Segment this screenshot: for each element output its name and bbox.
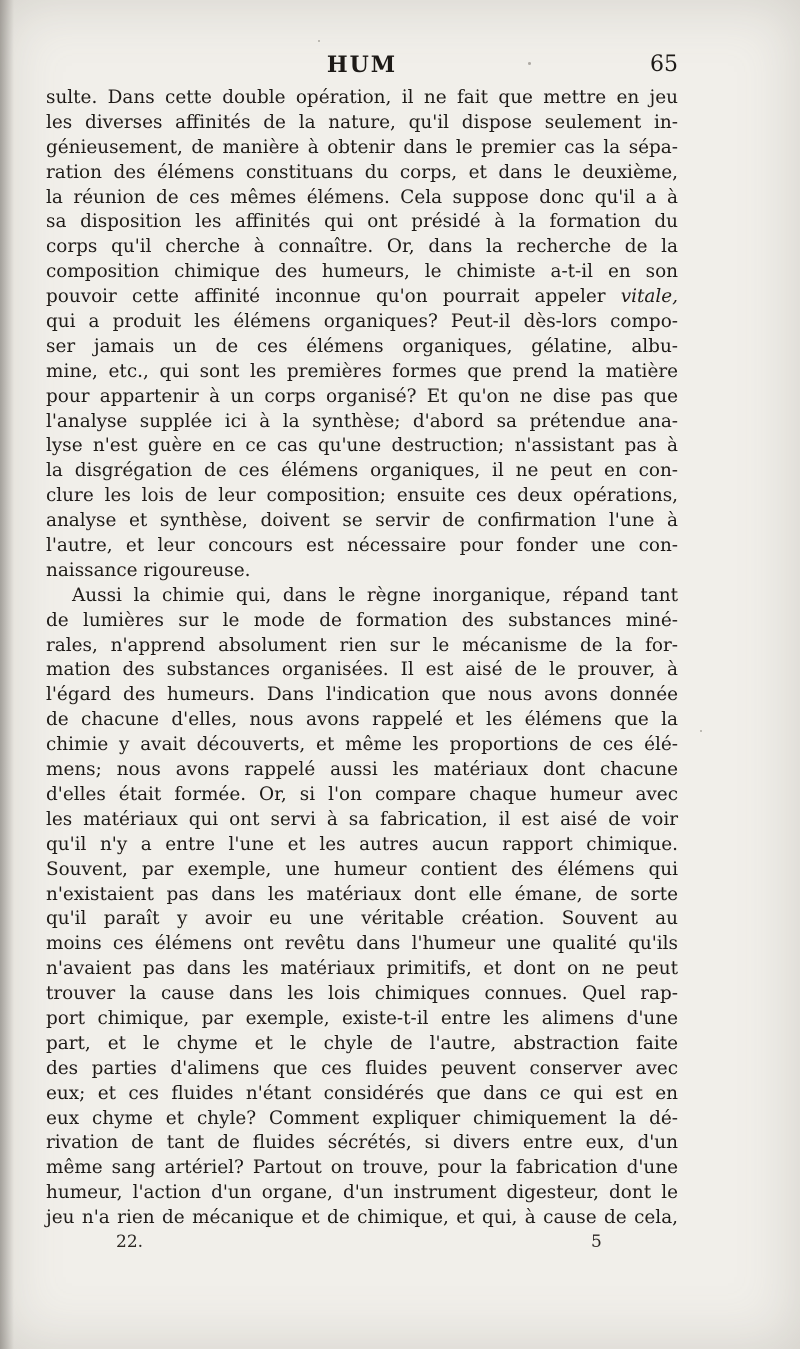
text-line: mens; nous avons rappelé aussi les matériaux dont chacune <box>46 759 678 781</box>
text-line: de lumières sur le mode de formation des substances miné- <box>46 609 678 631</box>
text-line: mation des substances organisées. Il est aisé de le prouver, à <box>46 659 678 681</box>
italic-term: vitale, <box>620 286 678 308</box>
page-edge-shadow <box>0 0 14 1349</box>
text-line: moins ces élémens ont revêtu dans l'humeur une qualité qu'ils <box>46 933 678 955</box>
running-title: HUM <box>326 52 398 78</box>
text-line: ser jamais un de ces élémens organiques, gélatine, albu- <box>46 335 678 357</box>
text-line: jeu n'a rien de mécanique et de chimique, et qui, à cause de cela, <box>46 1207 678 1229</box>
text-line: pour appartenir à un corps organisé? Et qu'on ne dise pas que <box>46 385 678 407</box>
text-line: Aussi la chimie qui, dans le règne inorganique, répand tant <box>72 584 678 606</box>
text-line: la disgrégation de ces élémens organiques, il ne peut en con- <box>46 460 678 482</box>
paper-speck <box>318 40 320 42</box>
text-line: l'égard des humeurs. Dans l'indication que nous avons donnée <box>46 684 678 706</box>
text-line: génieusement, de manière à obtenir dans le premier cas la sépa- <box>46 136 678 158</box>
text-line: lyse n'est guère en ce cas qu'une destruction; n'assistant pas à <box>46 435 678 457</box>
page-footer <box>46 1232 678 1262</box>
text-line: Souvent, par exemple, une humeur contient des élémens qui <box>46 858 678 880</box>
text-line: sulte. Dans cette double opération, il ne fait que mettre en jeu <box>46 87 678 108</box>
text-line: qu'il paraît y avoir eu une véritable création. Souvent au <box>46 908 678 930</box>
text-line: qui a produit les élémens organiques? Peut-il dès-lors compo- <box>46 311 678 333</box>
text-line: qu'il n'y a entre l'une et les autres aucun rapport chimique. <box>46 833 678 855</box>
text-line: n'avaient pas dans les matériaux primitifs, et dont on ne peut <box>46 958 678 980</box>
body-text <box>46 86 678 1231</box>
text-line: analyse et synthèse, doivent se servir de confirmation l'une à <box>46 510 678 532</box>
text-line: part, et le chyme et le chyle de l'autre, abstraction faite <box>46 1032 678 1054</box>
text-line: ration des élémens constituans du corps, et dans le deuxième, <box>46 161 678 183</box>
text-line: l'analyse supplée ici à la synthèse; d'abord sa prétendue ana- <box>46 410 678 432</box>
running-header <box>46 52 678 88</box>
paper-speck <box>700 730 702 732</box>
page-number: 65 <box>650 52 678 77</box>
text-line: humeur, l'action d'un organe, d'un instrument digesteur, dont le <box>46 1182 678 1204</box>
text-line: les matériaux qui ont servi à sa fabrication, il est aisé de voir <box>46 808 678 830</box>
text-line: rales, n'apprend absolument rien sur le mécanisme de la for- <box>46 634 678 656</box>
text-line: d'elles était formée. Or, si l'on compare chaque humeur avec <box>46 783 678 805</box>
text-line: chimie y avait découverts, et même les proportions de ces élé- <box>46 734 678 756</box>
signature-number: 5 <box>591 1232 602 1252</box>
text-line: même sang artériel? Partout on trouve, pour la fabrication d'une <box>46 1157 678 1179</box>
text-line: sa disposition les affinités qui ont présidé à la formation du <box>46 211 678 233</box>
text-line: pouvoir cette affinité inconnue qu'on pourrait appeler vitale, <box>46 286 678 308</box>
text-line: les diverses affinités de la nature, qu'il dispose seulement in- <box>46 111 678 133</box>
text-line: naissance rigoureuse. <box>46 559 251 581</box>
text-line: eux; et ces fluides n'étant considérés que dans ce qui est en <box>46 1082 678 1104</box>
text-line: des parties d'alimens que ces fluides peuvent conserver avec <box>46 1057 678 1079</box>
text-line: mine, etc., qui sont les premières formes que prend la matière <box>46 360 678 382</box>
text-line: n'existaient pas dans les matériaux dont elle émane, de sorte <box>46 883 678 905</box>
paper-speck <box>528 62 531 65</box>
text-line: trouver la cause dans les lois chimiques connues. Quel rap- <box>46 983 678 1005</box>
text-line: clure les lois de leur composition; ensuite ces deux opérations, <box>46 485 678 507</box>
text-line: composition chimique des humeurs, le chimiste a-t-il en son <box>46 261 678 283</box>
text-line: l'autre, et leur concours est nécessaire pour fonder une con- <box>46 535 678 557</box>
text-line: port chimique, par exemple, existe-t-il entre les alimens d'une <box>46 1007 678 1029</box>
text-line: rivation de tant de fluides sécrétés, si divers entre eux, d'un <box>46 1132 678 1154</box>
signature-mark: 22. <box>116 1232 144 1252</box>
text-line: de chacune d'elles, nous avons rappelé et les élémens que la <box>46 709 678 731</box>
text-line: corps qu'il cherche à connaître. Or, dans la recherche de la <box>46 236 678 258</box>
text-line: eux chyme et chyle? Comment expliquer chimiquement la dé- <box>46 1107 678 1129</box>
text-line: la réunion de ces mêmes élémens. Cela suppose donc qu'il a à <box>46 186 678 208</box>
